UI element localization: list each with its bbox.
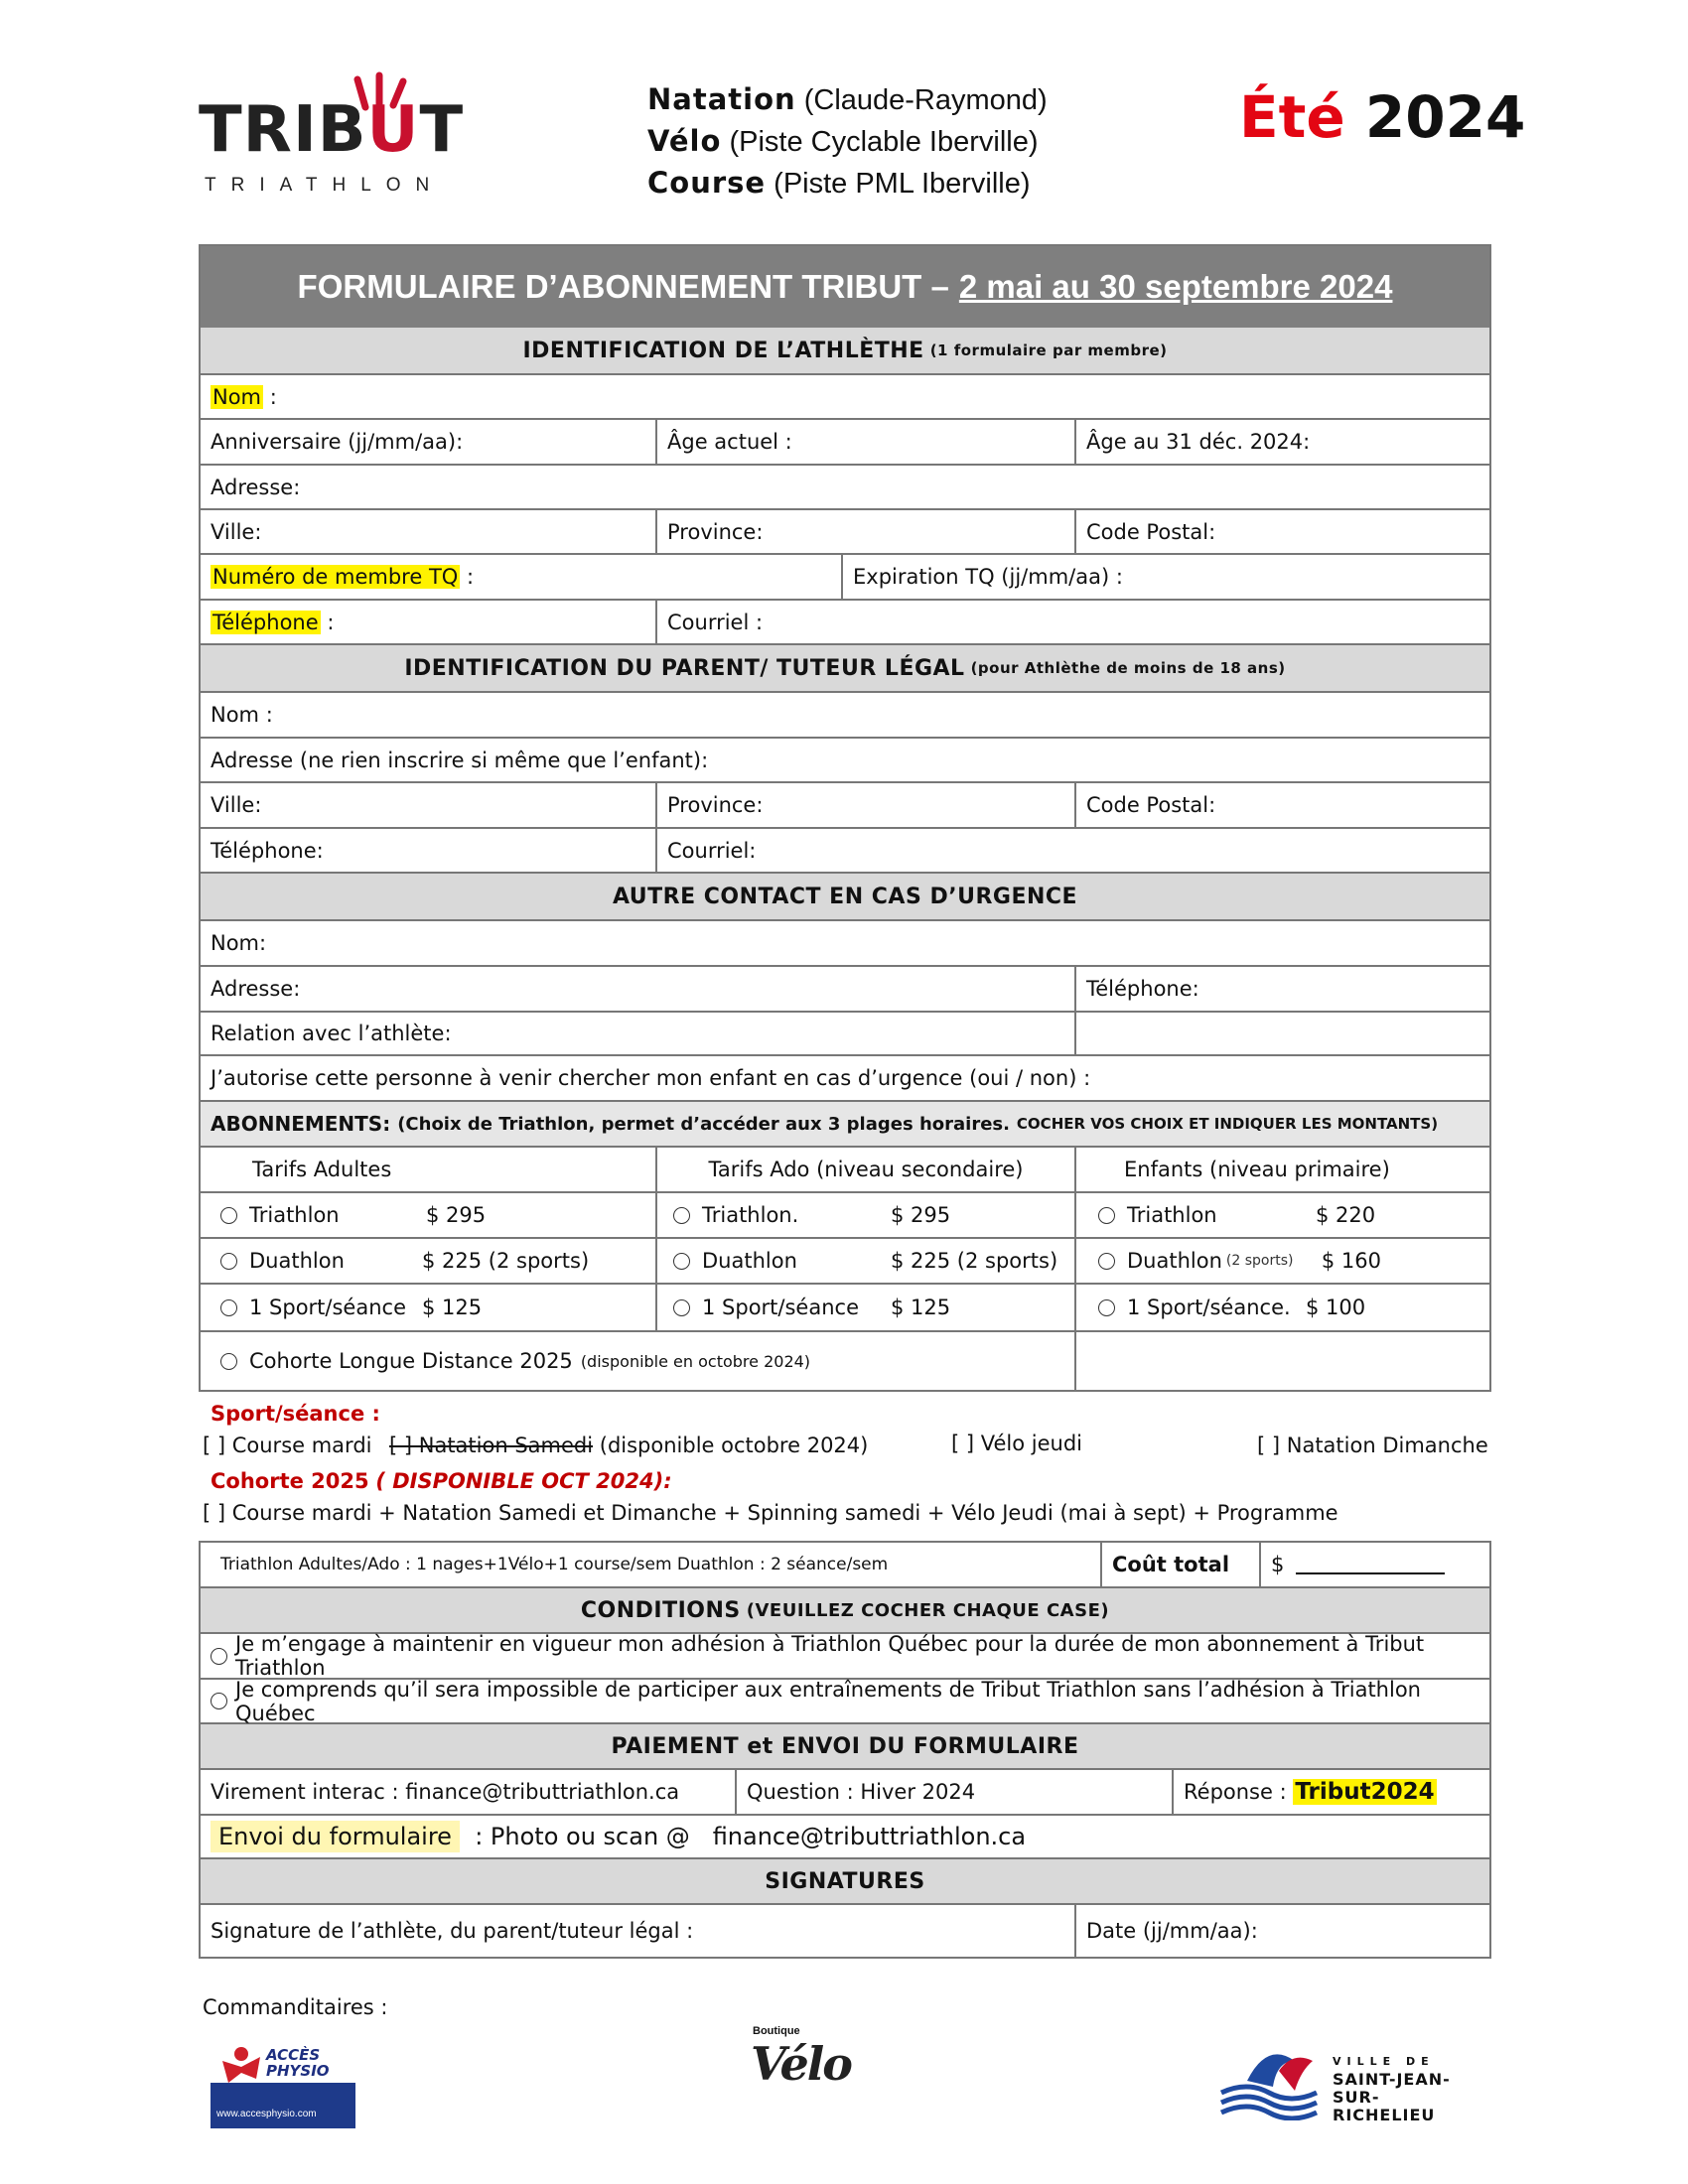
urgence-relation-field[interactable]: Relation avec l’athlète: [201,1013,1076,1054]
urgence-relation-extra[interactable] [1076,1013,1489,1054]
tarifs-ado-header: Tarifs Ado (niveau secondaire) [657,1148,1076,1191]
age-31-field[interactable]: Âge au 31 déc. 2024: [1086,430,1311,454]
urgence-adresse-field[interactable]: Adresse: [201,967,1076,1011]
parent-phone-row [201,829,1489,874]
parent-code-postal-field[interactable]: Code Postal: [1086,793,1216,817]
section-athlete: IDENTIFICATION DE L’ATHLÈTHE (1 formulaire par membre) [201,328,1489,375]
radio-icon[interactable] [1098,1207,1115,1224]
option-cohorte[interactable]: Cohorte Longue Distance 2025 (disponible en octobre 2024) [201,1332,1076,1390]
radio-icon[interactable] [211,1648,227,1665]
radio-icon[interactable] [211,1693,227,1709]
parent-telephone-field[interactable]: Téléphone: [201,829,657,872]
conditions-form [199,1541,1491,1959]
athlete-adresse-row[interactable]: Adresse: [201,466,1489,510]
anniversaire-field[interactable]: Anniversaire (jj/mm/aa): [201,420,657,464]
radio-icon[interactable] [1098,1253,1115,1270]
radio-icon[interactable] [220,1253,237,1270]
acces-physio-logo: ACCÈS PHYSIO www.accesphysio.com [211,2045,359,2130]
section-parent: IDENTIFICATION DU PARENT/ TUTEUR LÉGAL (pour Athlèthe de moins de 18 ans) [201,645,1489,693]
envoi-row [201,1816,1489,1859]
urgence-nom-row[interactable]: Nom: [201,921,1489,967]
signature-field[interactable]: Signature de l’athlète, du parent/tuteur légal : [201,1905,1076,1957]
cout-total-field[interactable]: $ [1261,1543,1489,1586]
sponsors-label: Commanditaires : [203,1995,388,2019]
option-enfant-triathlon[interactable]: Triathlon $ 220 [1076,1193,1489,1237]
urgence-telephone-field[interactable]: Téléphone: [1086,977,1199,1001]
envoi-email[interactable]: finance@tributtriathlon.ca [712,1823,1027,1850]
age-actuel-field[interactable]: Âge actuel : [657,420,1076,464]
condition-1[interactable]: Je m’engage à maintenir en vigueur mon adhésion à Triathlon Québec pour la durée de mon abonnement à Tribut Triathlon [201,1634,1489,1680]
logo-word: TRIBUT [199,93,465,167]
tarif-row [201,1285,1489,1332]
date-field[interactable]: Date (jj/mm/aa): [1086,1919,1258,1943]
option-ado-1sport[interactable]: 1 Sport/séance $ 125 [657,1285,1076,1330]
section-conditions: CONDITIONS (VEUILLEZ COCHER CHAQUE CASE) [201,1588,1489,1634]
radio-icon[interactable] [220,1353,237,1370]
check-course-mardi[interactable]: [ ] Course mardi [203,1433,372,1457]
parent-adresse-row[interactable]: Adresse (ne rien inscrire si même que l’enfant): [201,739,1489,783]
section-paiement: PAIEMENT et ENVOI DU FORMULAIRE [201,1724,1489,1770]
parent-ville-row [201,783,1489,829]
sports-list [647,79,1048,205]
condition-2[interactable]: Je comprends qu’il sera impossible de participer aux entraînements de Tribut Triathlon sans l’adhésion à Triathlon Québec [201,1680,1489,1724]
radio-icon[interactable] [673,1207,690,1224]
tribut-logo [199,71,465,201]
velo-boutique-logo: Boutique Vélo [751,2025,851,2091]
tarifs-header-row [201,1148,1489,1193]
check-natation-dimanche[interactable]: [ ] Natation Dimanche [1257,1433,1488,1457]
courriel-field[interactable]: Courriel : [667,610,764,634]
section-urgence: AUTRE CONTACT EN CAS D’URGENCE [201,874,1489,921]
parent-province-field[interactable]: Province: [657,783,1076,827]
cohorte-2025-title: Cohorte 2025 ( DISPONIBLE OCT 2024): [211,1469,672,1493]
parent-ville-field[interactable]: Ville: [201,783,657,827]
telephone-field[interactable]: Téléphone : [201,601,657,643]
athlete-phone-row [201,601,1489,645]
tarif-row [201,1193,1489,1239]
sport-course: Course (Piste PML Iberville) [647,166,1031,200]
cout-total-row [201,1543,1489,1588]
cohorte-empty [1076,1332,1489,1390]
envoi-formulaire: Envoi du formulaire : Photo ou scan @ finance@tributtriathlon.ca [201,1816,1489,1857]
saint-jean-logo: VILLE DE SAINT-JEAN- SUR-RICHELIEU [1217,2041,1476,2130]
tarifs-enfants-header: Enfants (niveau primaire) [1124,1158,1390,1181]
urgence-autorise-row[interactable]: J’autorise cette personne à venir chercher mon enfant en cas d’urgence (oui / non) : [201,1056,1489,1102]
check-natation-samedi[interactable]: [ ] Natation Samedi (disponible octobre 2024) [389,1433,869,1457]
section-signatures: SIGNATURES [201,1859,1489,1905]
cout-total-label: Coût total [1102,1543,1261,1586]
sport-natation: Natation (Claude-Raymond) [647,82,1048,116]
radio-icon[interactable] [220,1299,237,1316]
season-title: Été 2024 [1239,83,1526,151]
option-ado-duathlon[interactable]: Duathlon $ 225 (2 sports) [657,1239,1076,1283]
question: Question : Hiver 2024 [737,1770,1174,1814]
numero-tq-field[interactable]: Numéro de membre TQ : [201,555,843,599]
code-postal-field[interactable]: Code Postal: [1086,519,1216,544]
option-ado-triathlon[interactable]: Triathlon. $ 295 [657,1193,1076,1237]
province-field[interactable]: Province: [657,510,1076,553]
option-adulte-1sport[interactable]: 1 Sport/séance $ 125 [201,1285,657,1330]
parent-courriel-field[interactable]: Courriel: [667,838,757,863]
option-enfant-duathlon[interactable]: Duathlon (2 sports) $ 160 [1076,1239,1489,1283]
tarif-row [201,1239,1489,1285]
saint-jean-emblem-icon [1217,2041,1321,2120]
radio-icon[interactable] [220,1207,237,1224]
radio-icon[interactable] [1098,1299,1115,1316]
urgence-relation-row [201,1013,1489,1056]
athlete-birth-row [201,420,1489,466]
reponse: Réponse : Tribut2024 [1184,1779,1435,1805]
form-title: FORMULAIRE D’ABONNEMENT TRIBUT – 2 mai au 30 septembre 2024 [201,246,1489,328]
option-enfant-1sport[interactable]: 1 Sport/séance. $ 100 [1076,1285,1489,1330]
athlete-ville-row [201,510,1489,555]
signature-row [201,1905,1489,1957]
triathlon-note: Triathlon Adultes/Ado : 1 nages+1Vélo+1 course/sem Duathlon : 2 séance/sem [201,1543,1102,1586]
athlete-tq-row [201,555,1489,601]
radio-icon[interactable] [673,1253,690,1270]
radio-icon[interactable] [673,1299,690,1316]
ville-field[interactable]: Ville: [201,510,657,553]
sport-seance-title: Sport/séance : [211,1402,380,1426]
virement-interac: Virement interac : finance@tributtriathlon.ca [201,1770,737,1814]
sport-velo: Vélo (Piste Cyclable Iberville) [647,124,1039,158]
check-cohorte-2025[interactable]: [ ] Course mardi + Natation Samedi et Dimanche + Spinning samedi + Vélo Jeudi (mai à sept) + Programme [203,1501,1338,1525]
logo-subtitle: TRIATHLON [205,175,445,196]
tarifs-adultes-header: Tarifs Adultes [201,1148,657,1191]
subscription-form [199,244,1491,1392]
check-velo-jeudi[interactable]: [ ] Vélo jeudi [951,1432,1082,1455]
athlete-nom-row[interactable]: Nom : [201,375,1489,420]
cohorte-row [201,1332,1489,1392]
section-abonnements: ABONNEMENTS: (Choix de Triathlon, permet d’accéder aux 3 plages horaires. COCHER VOS CHOIX ET INDIQUER LES MONTANTS) [201,1102,1489,1148]
paiement-row [201,1770,1489,1816]
urgence-adresse-row [201,967,1489,1013]
expiration-tq-field[interactable]: Expiration TQ (jj/mm/aa) : [853,565,1123,589]
parent-nom-row[interactable]: Nom : [201,693,1489,739]
option-adulte-duathlon[interactable]: Duathlon $ 225 (2 sports) [201,1239,657,1283]
option-adulte-triathlon[interactable]: Triathlon $ 295 [201,1193,657,1237]
